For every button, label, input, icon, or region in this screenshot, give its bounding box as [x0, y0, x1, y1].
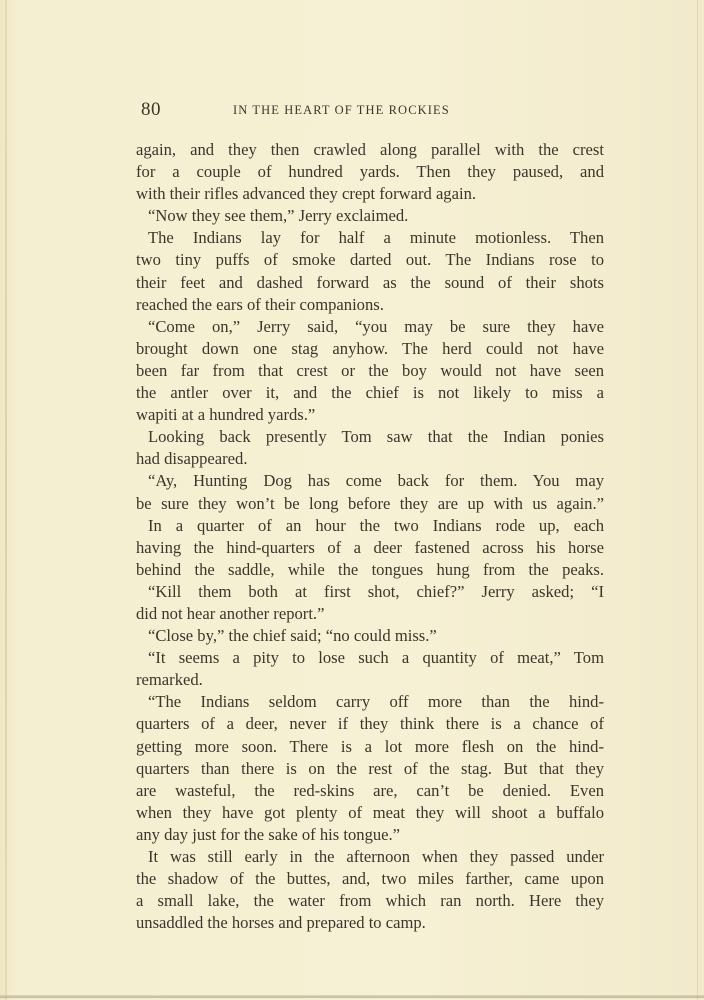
body-text [136, 139, 604, 934]
text-line: brought down one stag anyhow. The herd could not have [136, 338, 604, 358]
text-line: their feet and dashed forward as the sound of their shots [136, 272, 604, 292]
text-line: did not hear another report.” [136, 603, 325, 623]
text-line: “Close by,” the chief said; “no could miss.” [148, 626, 437, 646]
text-line: again, and they then crawled along parallel with the crest [136, 140, 604, 159]
text-line: any day just for the sake of his tongue.” [136, 824, 401, 844]
text-line: “Kill them both at first shot, chief?” Jerry asked; “I [148, 581, 604, 601]
text-line: The Indians lay for half a minute motionless. Then [148, 228, 604, 248]
text-line: with their rifles advanced they crept forward again. [136, 184, 477, 204]
text-line: a small lake, the water from which ran north. Here they [136, 891, 604, 911]
text-line: the shadow of the buttes, and, two miles farther, came upon [136, 869, 604, 889]
text-line: wapiti at a hundred yards.” [136, 405, 316, 425]
text-line: “Come on,” Jerry said, “you may be sure they have [148, 316, 604, 336]
text-line: be sure they won’t be long before they are up with us again.” [136, 493, 604, 513]
text-line: been far from that crest or the boy would not have seen [136, 360, 604, 380]
text-line: remarked. [136, 670, 203, 690]
text-line: In a quarter of an hour the two Indians rode up, each [148, 515, 604, 535]
text-line: It was still early in the afternoon when they passed under [148, 847, 604, 866]
text-line: having the hind-quarters of a deer fastened across his horse [136, 537, 604, 557]
text-line: had disappeared. [136, 449, 248, 469]
text-line: getting more soon. There is a lot more flesh on the hind- [136, 736, 604, 756]
text-line: the antler over it, and the chief is not likely to miss a [136, 383, 604, 403]
text-line: are wasteful, the red-skins are, can’t be denied. Even [136, 780, 604, 800]
text-line: “Ay, Hunting Dog has come back for them. You may [148, 471, 604, 491]
text-line: when they have got plenty of meat they will shoot a buffalo [136, 802, 604, 822]
text-line: two tiny puffs of smoke darted out. The Indians rose to [136, 250, 604, 270]
text-line: “The Indians seldom carry off more than the hind- [148, 692, 604, 712]
page-gutter-edge [5, 0, 7, 1000]
text-line: Looking back presently Tom saw that the Indian ponies [148, 427, 604, 447]
text-line: “Now they see them,” Jerry exclaimed. [148, 206, 409, 226]
text-line: quarters than there is on the rest of the stag. But that they [136, 758, 604, 778]
text-line: behind the saddle, while the tongues hung from the peaks. [136, 559, 604, 579]
text-line: for a couple of hundred yards. Then they paused, and [136, 162, 604, 182]
running-head: IN THE HEART OF THE ROCKIES [233, 103, 450, 117]
text-line: unsaddled the horses and prepared to camp. [136, 913, 426, 933]
text-line: “It seems a pity to lose such a quantity of meat,” Tom [148, 648, 604, 668]
page-header [141, 99, 604, 123]
text-line: reached the ears of their companions. [136, 294, 384, 314]
page-right-edge [697, 0, 698, 1000]
text-line: quarters of a deer, never if they think there is a chance of [136, 714, 604, 734]
page-number: 80 [141, 99, 161, 120]
page-bottom-edge [0, 995, 704, 998]
